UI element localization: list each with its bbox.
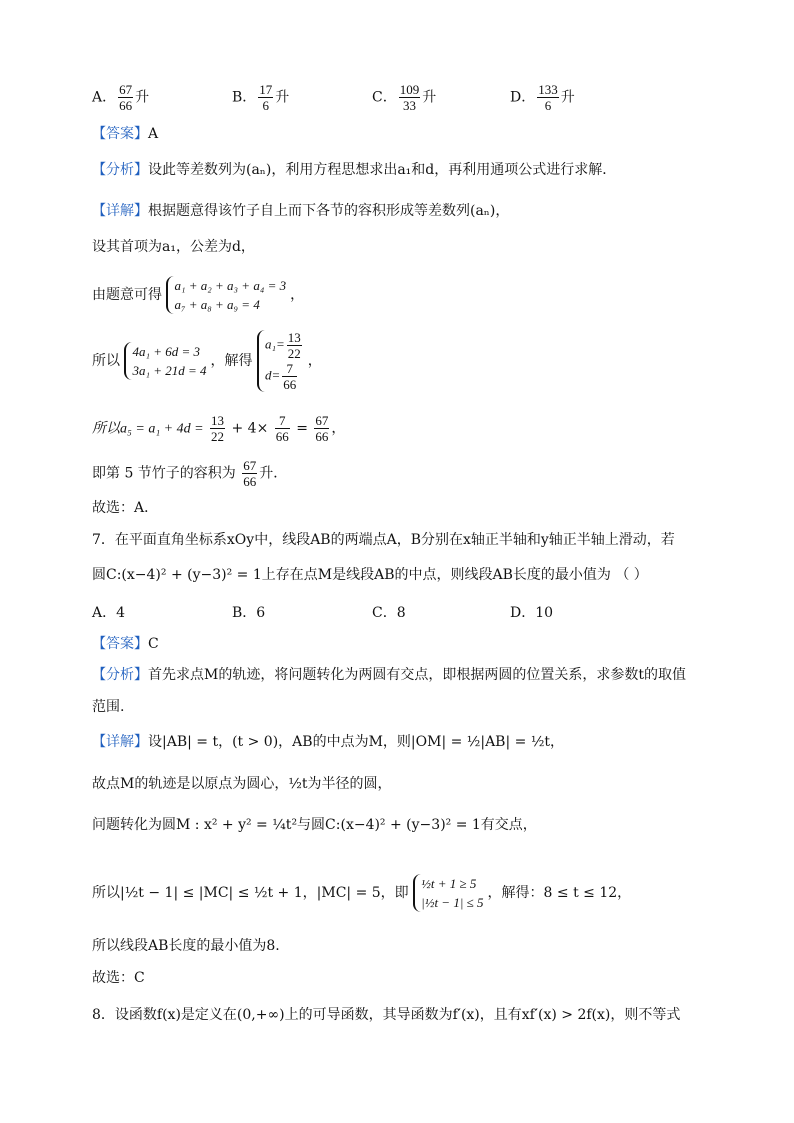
option-d: D． $\frac{133}{6}$ 升 [510, 82, 575, 113]
analysis-line: 【分析】设此等差数列为(aₙ)，利用方程思想求出a₁和d，再利用通项公式进行求解． [92, 162, 617, 178]
option-a: A． $\frac{67}{66}$ 升 [92, 82, 150, 113]
q7-stem-2: 圆C:(x−4)² + (y−3)² = 1上存在点M是线段AB的中点，则线段AB长度的最小值为 （ ） [92, 567, 648, 583]
equation-system-2: 4a₁ + 6d = 3 3a₁ + 21d = 4 [124, 342, 210, 380]
answer-line: 【答案】A [92, 126, 159, 142]
q7-option-c: C．8 [372, 605, 406, 621]
q7-option-b: B．6 [232, 605, 266, 621]
detail-line-5: 所以a₅ = a₁ + 4d = $\frac{13}{22}$ + 4× $\frac{7}{66}$ = $\frac{67}{66}$ ， [92, 413, 346, 444]
q7-answer: 【答案】C [92, 636, 159, 652]
q7-detail-4: 所以|½t − 1| ≤ |MC| ≤ ½t + 1，|MC| = 5，即 ½t + 1 ≥ 5 |½t − 1| ≤ 5 ，解得：8 ≤ t ≤ 12， [92, 876, 632, 910]
detail-line-4: 所以 4a₁ + 6d = 3 3a₁ + 21d = 4 ，解得 a₁= $\frac{13}{22}$ d= $\frac{7}{66}$ ， [92, 330, 322, 392]
q7-option-d: D．10 [510, 605, 554, 621]
q7-analysis: 【分析】首先求点M的轨迹，将问题转化为两圆有交点，即根据两圆的位置关系，求参数t的取值 [92, 667, 686, 683]
detail-line-6: 即第 5 节竹子的容积为 $\frac{67}{66}$ 升． [92, 458, 288, 489]
q7-detail-3: 问题转化为圆M : x² + y² = ¼t²与圆C:(x−4)² + (y−3)² = 1有交点， [92, 817, 537, 833]
q7-detail-2: 故点M的轨迹是以原点为圆心，½t为半径的圆， [92, 776, 392, 792]
q7-analysis-2: 范围. [92, 699, 125, 715]
q7-stem-1: 7．在平面直角坐标系xOy中，线段AB的两端点A，B分别在x轴正半轴和y轴正半轴上滑动，若 [92, 532, 675, 548]
option-c: C． $\frac{109}{33}$ 升 [372, 82, 437, 113]
equation-system-1: a₁ + a₂ + a₃ + a₄ = 3 a₇ + a₈ + a₉ = 4 [166, 276, 290, 314]
q7-detail-1: 【详解】设|AB| = t，(t > 0)，AB的中点为M，则|OM| = ½|AB| = ½t， [92, 734, 565, 750]
detail-line-3: 由题意可得 a₁ + a₂ + a₃ + a₄ = 3 a₇ + a₈ + a₉ = 4 ， [92, 278, 305, 312]
equation-system-3: a₁= $\frac{13}{22}$ d= $\frac{7}{66}$ [257, 330, 308, 392]
q8-stem: 8．设函数f(x)是定义在(0,+∞)上的可导函数，其导函数为f′(x)，且有xf′(x) > 2f(x)，则不等式 [92, 1007, 681, 1023]
detail-line-2: 设其首项为a₁，公差为d， [92, 239, 255, 255]
detail-line-1: 【详解】根据题意得该竹子自上而下各节的容积形成等差数列(aₙ)， [92, 203, 510, 219]
choose-line: 故选：A． [92, 500, 159, 516]
option-b: B． $\frac{17}{6}$ 升 [232, 82, 290, 113]
q7-detail-5: 所以线段AB长度的最小值为8. [92, 938, 280, 954]
q7-equation-system: ½t + 1 ≥ 5 |½t − 1| ≤ 5 [413, 874, 487, 912]
q7-choose: 故选：C [92, 970, 145, 986]
q7-option-a: A．4 [92, 605, 126, 621]
